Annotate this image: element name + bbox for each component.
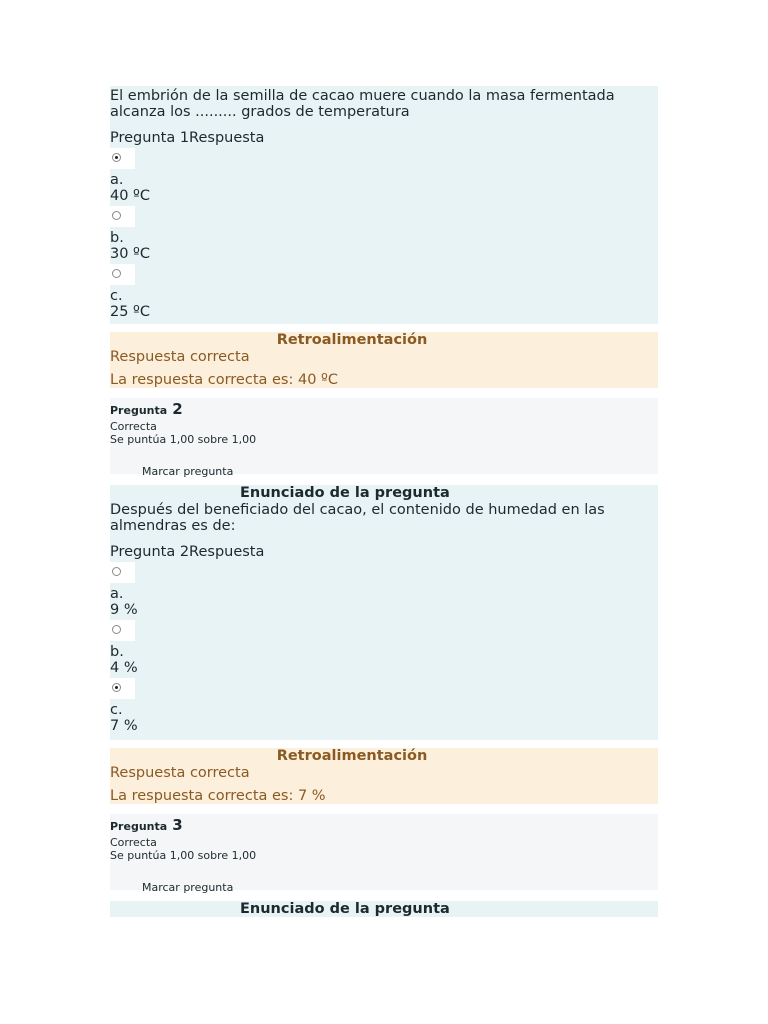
option-letter: b. <box>110 230 124 246</box>
radio-icon[interactable] <box>112 211 121 220</box>
feedback-status: Respuesta correcta <box>110 349 250 365</box>
question-2-response-label: Pregunta 2Respuesta <box>110 544 265 560</box>
question-2-option-a[interactable] <box>110 562 658 618</box>
question-grade: Se puntúa 1,00 sobre 1,00 <box>110 849 257 862</box>
question-number: 3 <box>172 816 183 834</box>
question-2-box <box>110 485 658 740</box>
option-letter: a. <box>110 586 124 602</box>
question-1-box <box>110 86 658 324</box>
option-value: 9 % <box>110 602 138 618</box>
feedback-status: Respuesta correcta <box>110 765 250 781</box>
radio-selected-icon[interactable] <box>112 683 121 692</box>
radio-icon[interactable] <box>112 567 121 576</box>
option-letter: b. <box>110 644 124 660</box>
question-2-option-b[interactable] <box>110 620 658 676</box>
question-3-info <box>110 814 658 894</box>
question-1-feedback <box>110 332 658 388</box>
question-number: 2 <box>172 400 183 418</box>
option-letter: c. <box>110 702 123 718</box>
feedback-title: Retroalimentación <box>276 332 428 348</box>
flag-question-link[interactable]: Marcar pregunta <box>142 881 234 894</box>
question-1-response-label: Pregunta 1Respuesta <box>110 130 265 146</box>
flag-question-link[interactable]: Marcar pregunta <box>142 465 234 478</box>
option-letter: c. <box>110 288 123 304</box>
option-value: 40 ºC <box>110 188 151 204</box>
feedback-title: Retroalimentación <box>276 748 428 764</box>
question-1-option-c[interactable] <box>110 264 658 320</box>
question-1-option-b[interactable] <box>110 206 658 262</box>
question-state: Correcta <box>110 420 157 433</box>
question-2-info <box>110 398 658 478</box>
question-3-heading: Enunciado de la pregunta <box>110 901 658 917</box>
question-label: Pregunta <box>110 820 168 833</box>
feedback-answer: La respuesta correcta es: 40 ºC <box>110 372 338 388</box>
question-heading: Enunciado de la pregunta <box>110 485 658 501</box>
question-1-option-a[interactable] <box>110 148 658 204</box>
radio-icon[interactable] <box>112 625 121 634</box>
question-grade: Se puntúa 1,00 sobre 1,00 <box>110 433 257 446</box>
radio-selected-icon[interactable] <box>112 153 121 162</box>
question-label: Pregunta <box>110 404 168 417</box>
option-value: 25 ºC <box>110 304 151 320</box>
question-2-feedback <box>110 748 658 804</box>
question-2-text: Después del beneficiado del cacao, el contenido de humedad en las almendras es de: <box>110 502 605 534</box>
feedback-answer: La respuesta correcta es: 7 % <box>110 788 326 804</box>
question-1-text: El embrión de la semilla de cacao muere cuando la masa fermentada alcanza los ......... grados de temperatura <box>110 88 615 120</box>
question-state: Correcta <box>110 836 157 849</box>
option-value: 7 % <box>110 718 138 734</box>
option-letter: a. <box>110 172 124 188</box>
option-value: 4 % <box>110 660 138 676</box>
option-value: 30 ºC <box>110 246 151 262</box>
radio-icon[interactable] <box>112 269 121 278</box>
question-2-option-c[interactable] <box>110 678 658 734</box>
